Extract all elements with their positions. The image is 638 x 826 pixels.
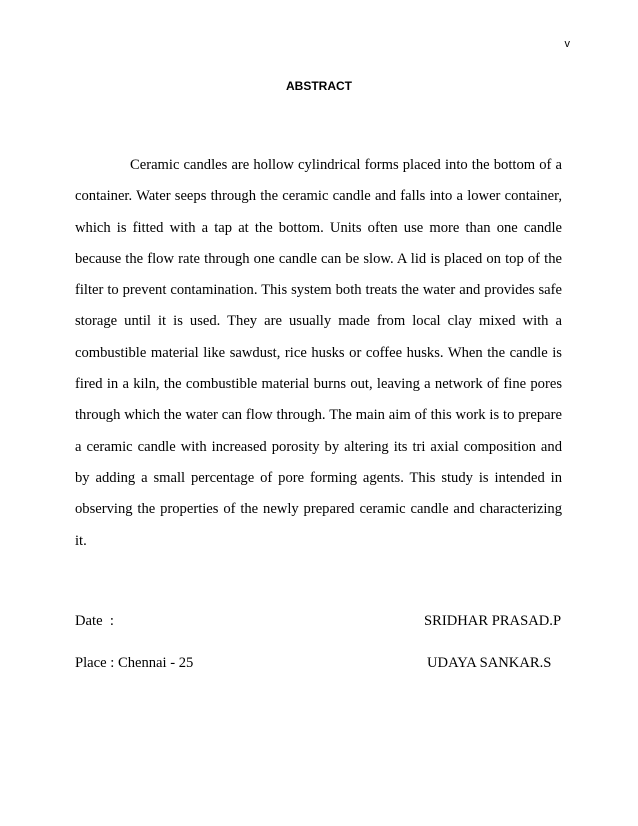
author-name-1: SRIDHAR PRASAD.P <box>424 613 562 629</box>
page-number: v <box>564 38 570 50</box>
place-label: Place : Chennai - 25 <box>75 655 194 671</box>
place-row <box>75 655 562 675</box>
date-label: Date : <box>75 613 114 629</box>
abstract-paragraph: Ceramic candles are hollow cylindrical forms placed into the bottom of a container. Water seeps through the ceramic candle and falls into a lower container, which is fitted with a tap at the bottom. Units often use more than one candle because the flow rate through one candle can be slow. A lid is placed on top of the filter to prevent contamination. This system both treats the water and provides safe storage until it is used. They are usually made from local clay mixed with a combustible material like sawdust, rice husks or coffee husks. When the candle is fired in a kiln, the combustible material burns out, leaving a network of fine pores through which the water can flow through. The main aim of this work is to prepare a ceramic candle with increased porosity by altering its tri axial composition and by adding a small percentage of pore forming agents. This study is intended in observing the properties of the newly prepared ceramic candle and characterizing it. <box>75 157 562 549</box>
author-name-2: UDAYA SANKAR.S <box>427 655 552 671</box>
page-title: ABSTRACT <box>286 79 352 93</box>
date-row <box>75 613 562 633</box>
